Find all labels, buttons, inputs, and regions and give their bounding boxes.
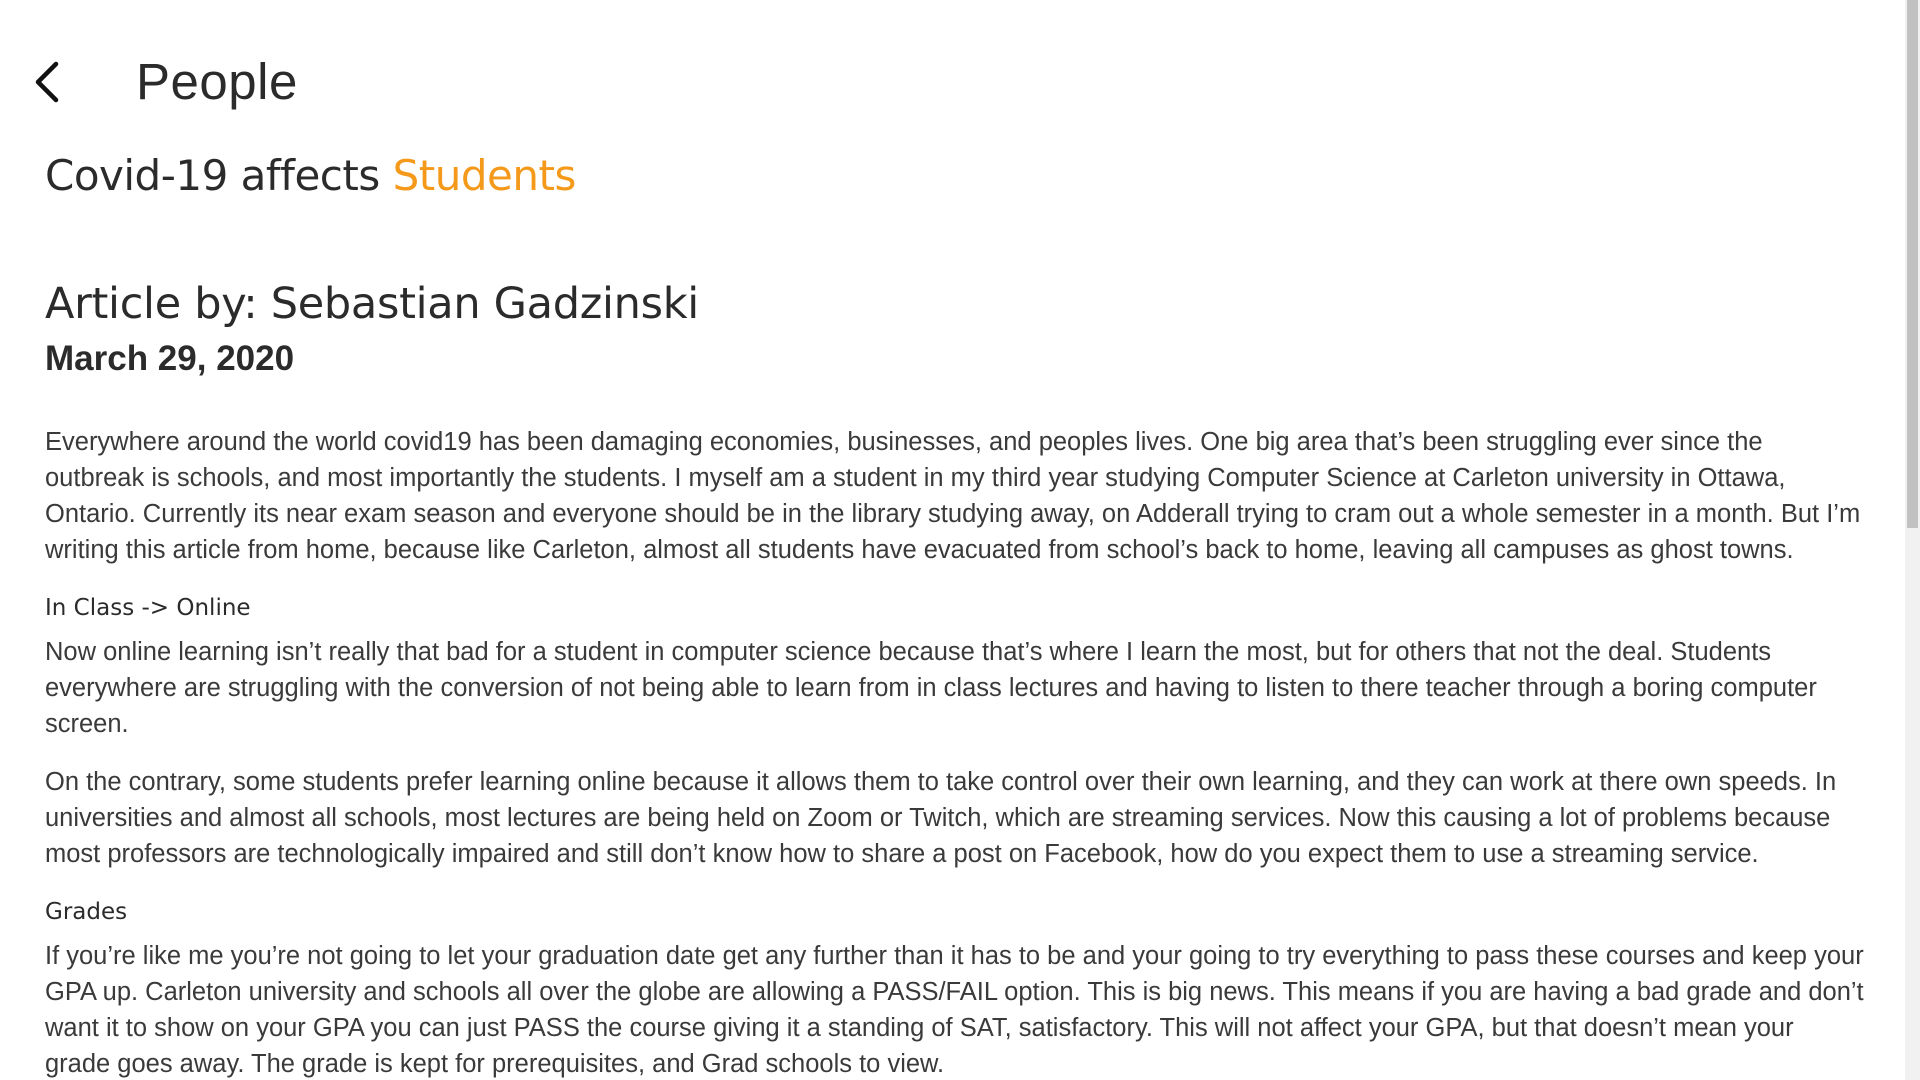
page-header [34, 52, 298, 112]
article-date: March 29, 2020 [45, 339, 295, 378]
intro-paragraph: Everywhere around the world covid19 has been damaging economies, businesses, and peoples lives. One big area that’s been struggling ever since the outbreak is schools, and most importantly the students. I myself am a student in my third year studying Computer Science at Carleton university in Ottawa, Ontario. Currently its near exam season and everyone should be in the library studying away, on Adderall trying to cram out a whole semester in a month. But I’m writing this article from home, because like Carleton, almost all students have evacuated from school’s back to home, leaving all campuses as ghost towns. [45, 428, 1861, 564]
headline-accent: Students [392, 151, 576, 200]
section-heading-online: In Class -> Online [45, 595, 251, 621]
chevron-left-icon [34, 60, 60, 104]
article-body [45, 424, 1865, 1080]
section-heading-grades: Grades [45, 899, 128, 925]
back-button[interactable] [34, 52, 70, 112]
grades-paragraph-1: If you’re like me you’re not going to let your graduation date get any further than it has to be and your going to try everything to pass these courses and keep your GPA up. Carleton university and schools all over the globe are allowing a PASS/FAIL option. This is big news. This means if you are having a bad grade and don’t want it to show on your GPA you can just PASS the course giving it a standing of SAT, satisfactory. This will not affect your GPA, but that doesn’t mean your grade goes away. The grade is kept for prerequisites, and Grad schools to view. [45, 942, 1864, 1078]
article-headline [45, 148, 576, 204]
page-title: People [136, 53, 298, 110]
article-byline: Article by: Sebastian Gadzinski [45, 279, 699, 329]
online-paragraph-2: On the contrary, some students prefer learning online because it allows them to take control over their own learning, and they can work at there own speeds. In universities and almost all schools, most lectures are being held on Zoom or Twitch, which are streaming services. Now this causing a lot of problems because most professors are technologically impaired and still don’t know how to share a post on Facebook, how do you expect them to use a streaming service. [45, 768, 1837, 868]
headline-prefix: Covid-19 affects [45, 151, 393, 200]
scrollbar-thumb[interactable] [1907, 0, 1918, 528]
vertical-scrollbar[interactable] [1905, 0, 1920, 1080]
online-paragraph-1: Now online learning isn’t really that bad for a student in computer science because that’s where I learn the most, but for others that not the deal. Students everywhere are struggling with the conversion of not being able to learn from in class lectures and having to listen to there teacher through a boring computer screen. [45, 638, 1817, 738]
